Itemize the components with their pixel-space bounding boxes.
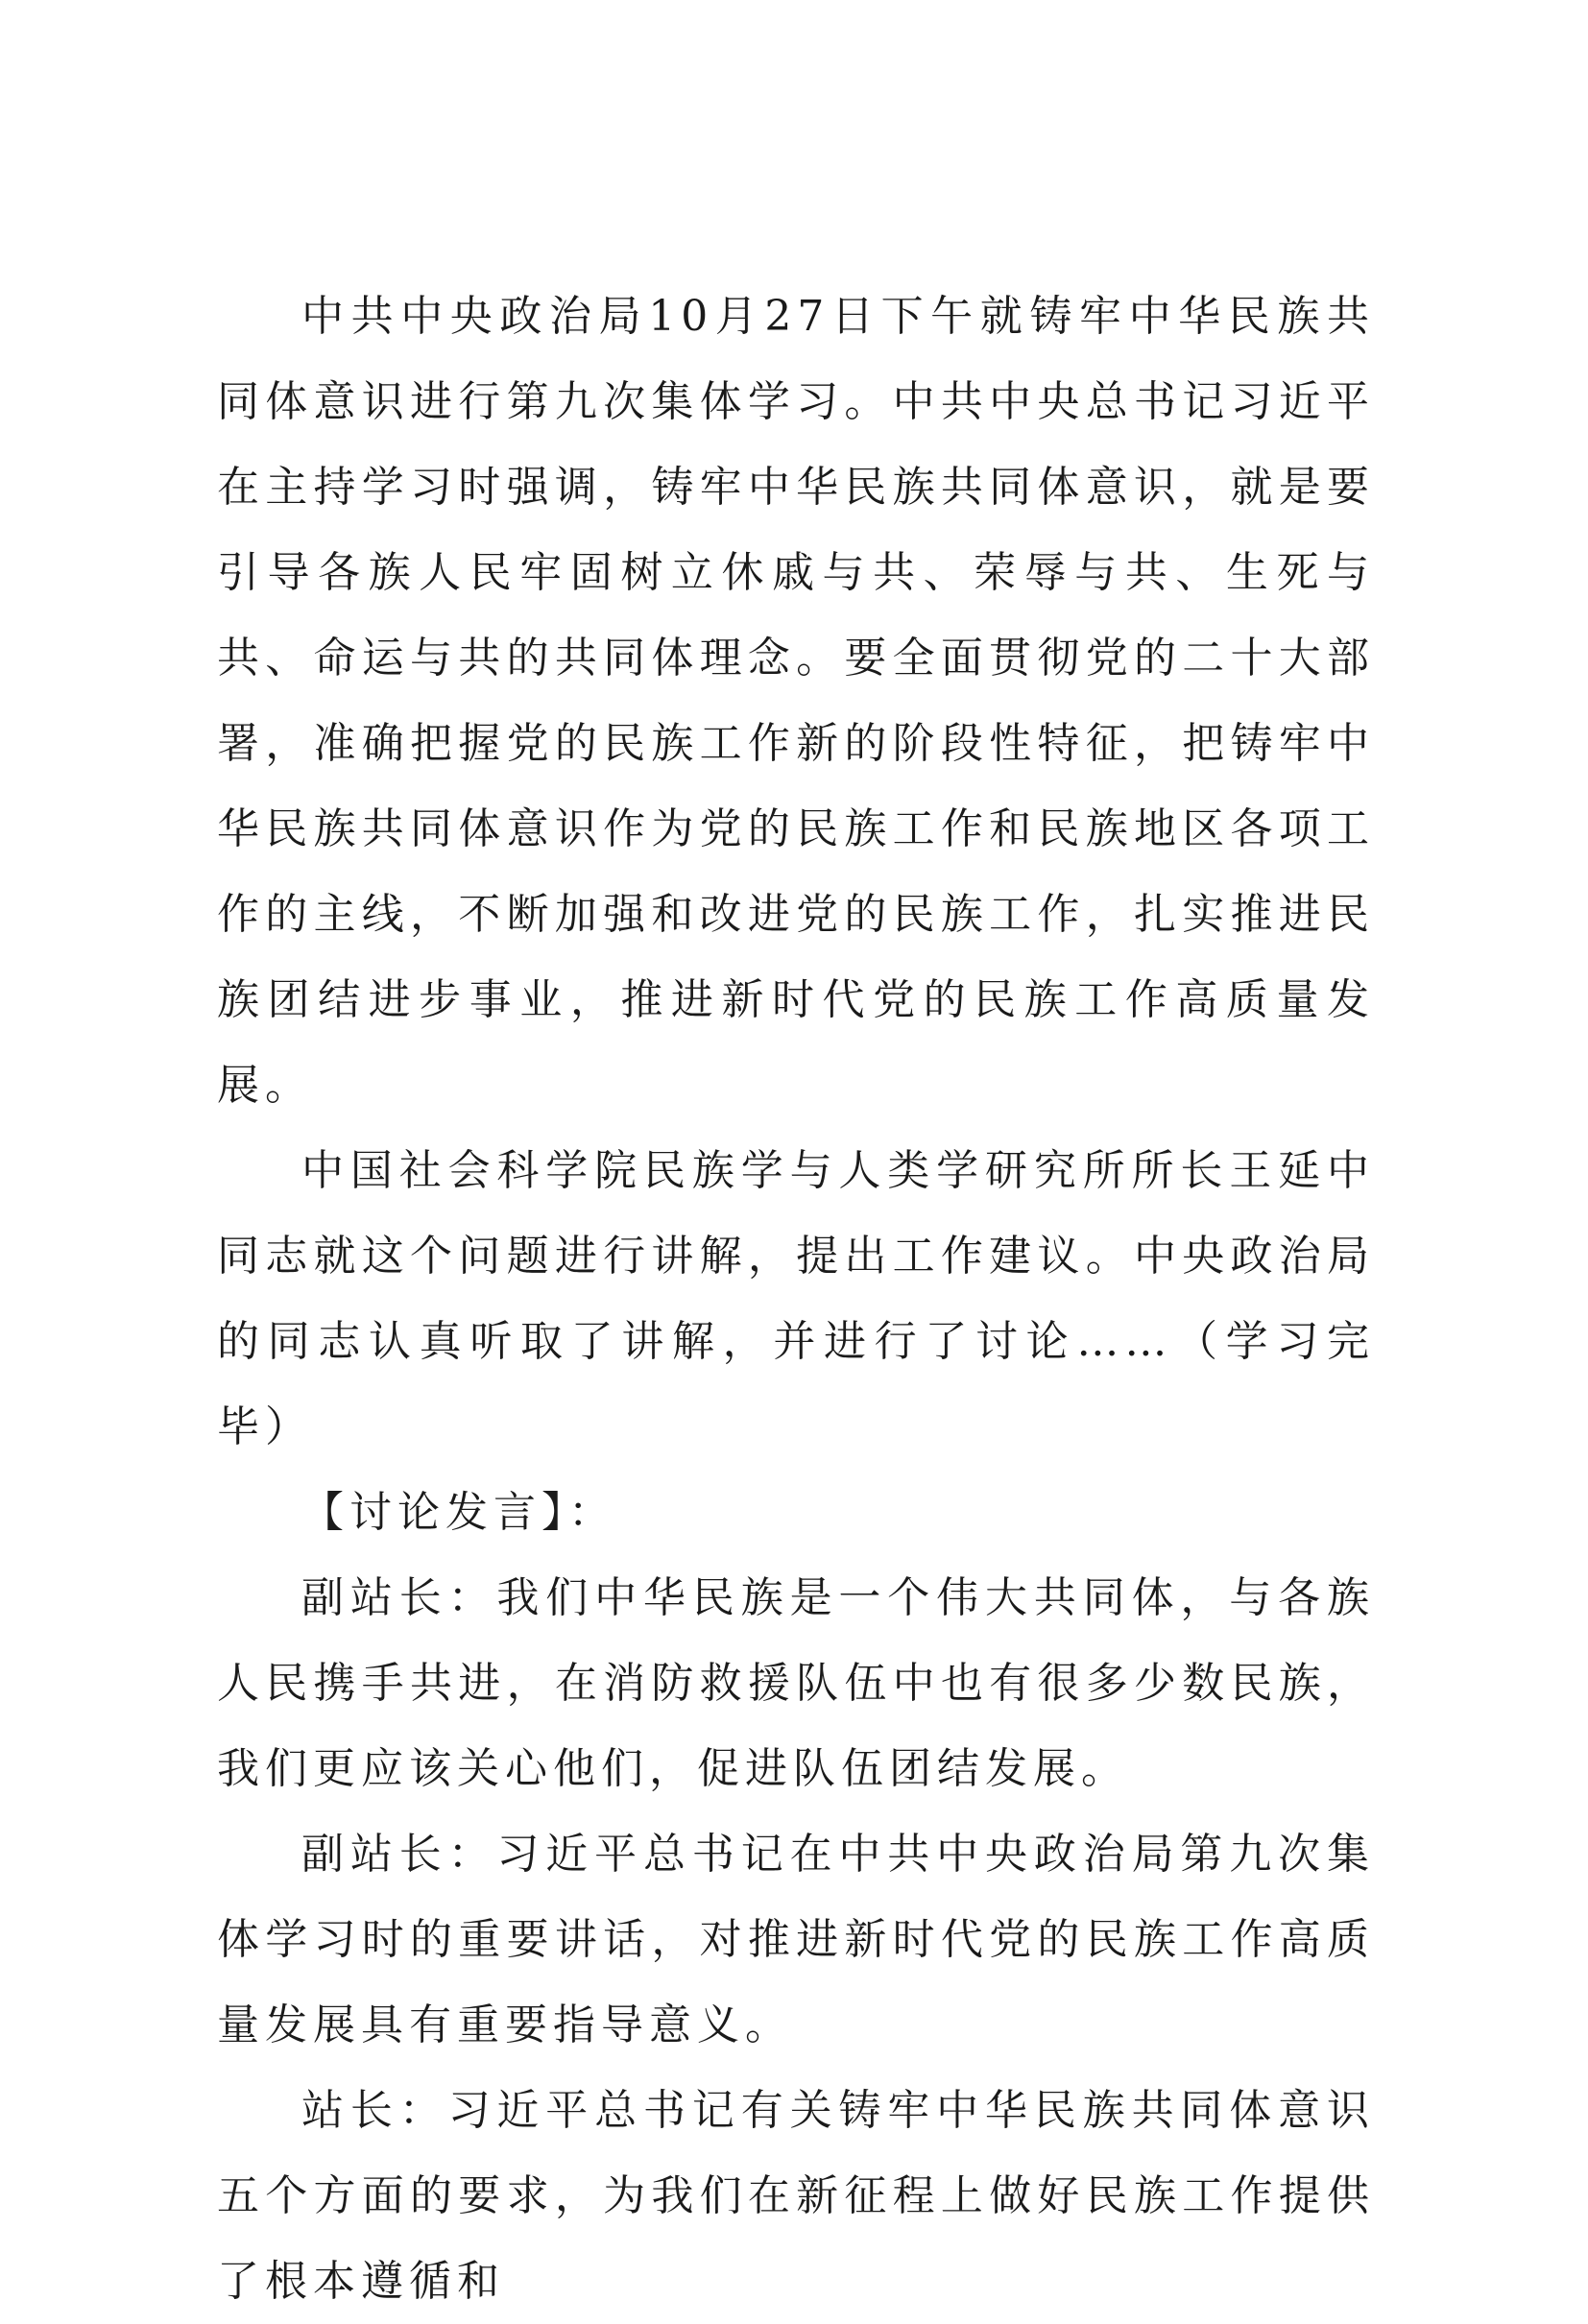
paragraph-speech-deputy-1: 副站长：我们中华民族是一个伟大共同体，与各族人民携手共进，在消防救援队伍中也有很多少数民族，我们更应该关心他们，促进队伍团结发展。 <box>217 1573 1375 1793</box>
paragraph-study-summary: 中共中央政治局10月27日下午就铸牢中华民族共同体意识进行第九次集体学习。中共中央总书记习近平在主持学习时强调，铸牢中华民族共同体意识，就是要引导各族人民牢固树立休戚与共、荣辱与共、生死与共、命运与共的共同体理念。要全面贯彻党的二十大部署，准确把握党的民族工作新的阶段性特征，把铸牢中华民族共同体意识作为党的民族工作和民族地区各项工作的主线，不断加强和改进党的民族工作，扎实推进民族团结进步事业，推进新时代党的民族工作高质量发展。 <box>217 292 1375 1110</box>
paragraph-lecture-note: 中国社会科学院民族学与人类学研究所所长王延中同志就这个问题进行讲解，提出工作建议。中央政治局的同志认真听取了讲解，并进行了讨论……（学习完毕） <box>217 1146 1375 1451</box>
paragraph-speech-deputy-2: 副站长：习近平总书记在中共中央政治局第九次集体学习时的重要讲话，对推进新时代党的民族工作高质量发展具有重要指导意义。 <box>217 1830 1375 2049</box>
discussion-heading: 【讨论发言】： <box>301 1488 616 1537</box>
document-body <box>217 274 1375 2324</box>
paragraph-speech-chief: 站长：习近平总书记有关铸牢中华民族共同体意识五个方面的要求，为我们在新征程上做好民族工作提供了根本遵循和 <box>217 2086 1375 2306</box>
